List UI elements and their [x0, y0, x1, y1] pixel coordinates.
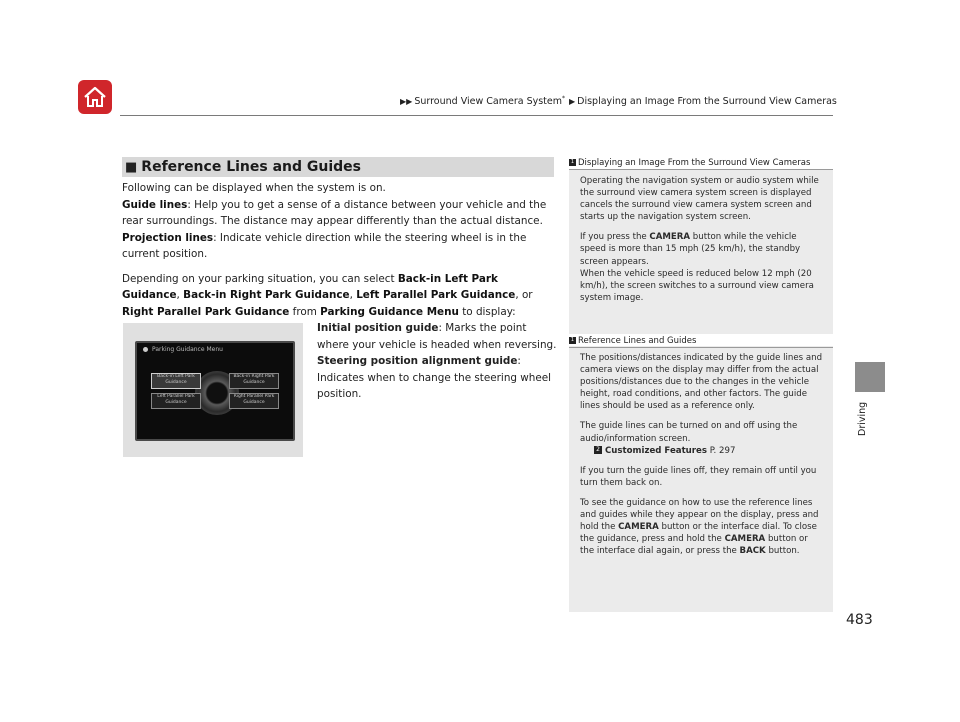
back-button-label: BACK: [739, 546, 766, 557]
text: button or the interface dial. To close the guidance, press and hold the: [580, 522, 817, 545]
separator: , or: [515, 289, 533, 301]
text: button while the vehicle speed is more than 15 mph (25 km/h), the standby screen appears.: [580, 232, 801, 267]
note2-divider: [569, 347, 833, 348]
from-text: from: [289, 305, 321, 318]
note1-body: [580, 175, 824, 304]
breadcrumb-item-displaying[interactable]: Displaying an Image From the Surround View Cameras: [577, 96, 837, 108]
double-chevron-icon: ▶▶: [400, 97, 413, 107]
note1-heading: [569, 158, 810, 168]
text: To see the guidance on how to use the reference lines and guides while they appear on the display, press and hold the: [580, 497, 819, 533]
note2-title: Reference Lines and Guides: [578, 336, 697, 346]
separator: ,: [176, 289, 184, 301]
guide-lines-text: : Help you to get a sense of a distance between your vehicle and the rear surroundings. The distance may appear differently than the actual distance.: [122, 198, 547, 227]
parking-guidance-paragraph: [122, 271, 557, 321]
option-back-in-right: Back-in Right Park Guidance: [183, 289, 350, 301]
breadcrumb-item-surround-view[interactable]: Surround View Camera System: [414, 96, 562, 108]
separator: ,: [349, 289, 357, 301]
page-number: 483: [846, 612, 873, 628]
square-bullet-icon: ■: [125, 159, 138, 175]
header-divider: [120, 115, 833, 116]
initial-position-term: Initial position guide: [317, 322, 439, 334]
option-left-parallel: Left Parallel Park Guidance: [356, 289, 516, 301]
screen-title: [143, 346, 223, 353]
reference-arrow-icon: 2: [594, 446, 602, 454]
screen-title-text: Parking Guidance Menu: [152, 346, 223, 353]
chapter-tab-label: Driving: [857, 401, 868, 436]
text: If you press the: [580, 232, 650, 243]
option-back-in-left: Back-in Left Park Guidance: [122, 272, 498, 301]
projection-lines-term: Projection lines: [122, 231, 214, 244]
guide-lines-paragraph: [122, 197, 557, 230]
section-title: Reference Lines and Guides: [141, 159, 361, 175]
projection-lines-paragraph: [122, 230, 557, 263]
cross-reference-title[interactable]: Customized Features: [605, 445, 707, 456]
display-screen: [135, 341, 295, 441]
note1-paragraph-2: [580, 231, 824, 267]
parking-prefix: Depending on your parking situation, you can select: [122, 272, 398, 285]
text: button.: [765, 546, 800, 557]
note1-divider: [569, 169, 833, 170]
note1-paragraph-3: When the vehicle speed is reduced below 12 mph (20 km/h), the screen switches to a surround view camera system image.: [580, 268, 814, 303]
guide-lines-term: Guide lines: [122, 198, 188, 211]
cross-reference-page: P. 297: [706, 445, 736, 456]
to-display-text: to display:: [458, 305, 516, 318]
house-glyph: [83, 86, 107, 108]
parking-guidance-menu-figure: [123, 323, 303, 457]
section-body: [122, 180, 557, 320]
menu-dot-icon: [143, 347, 148, 352]
screen-option-back-in-left: Back-in Left Park Guidance: [151, 373, 201, 389]
camera-button-label: CAMERA: [649, 232, 691, 243]
section-heading: [122, 157, 554, 177]
menu-name: Parking Guidance Menu: [320, 305, 459, 318]
steering-alignment-text: : Indicates when to change the steering wheel position.: [317, 355, 552, 400]
note2-paragraph-4: [580, 497, 824, 557]
note1-title: Displaying an Image From the Surround View Cameras: [578, 158, 811, 168]
camera-button-label: CAMERA: [618, 522, 659, 533]
option-right-parallel: Right Parallel Park Guidance: [122, 305, 290, 318]
chevron-icon: ▶: [569, 97, 576, 107]
note1-paragraph-1: Operating the navigation system or audio system while the surround view camera system screen is displayed cancels the surround view camera system screen and starts up the navigation system screen.: [580, 176, 819, 223]
chapter-tab-marker[interactable]: [855, 362, 885, 392]
screen-option-right-parallel: Right Parallel Park Guidance: [229, 393, 279, 409]
note-marker-icon: 1: [570, 159, 575, 165]
projection-lines-text: : Indicate vehicle direction while the steering wheel is in the current position.: [122, 231, 527, 260]
breadcrumb: [400, 95, 837, 107]
text: button or the interface dial again, or press the: [580, 534, 808, 557]
note2-paragraph-1: The positions/distances indicated by the guide lines and camera views on the display may differ from the actual positions/distances due to the changes in the vehicle height, road conditions, and other factors. The guide lines should be used as a reference only.: [580, 353, 823, 412]
camera-button-label: CAMERA: [724, 534, 766, 545]
note2-heading: [569, 336, 696, 346]
note2-body: [580, 352, 824, 557]
screen-option-back-in-right: Back-in Right Park Guidance: [229, 373, 279, 389]
initial-position-paragraph: [317, 320, 557, 353]
note-marker-icon: 1: [570, 337, 575, 343]
steering-alignment-paragraph: [317, 353, 557, 403]
note2-paragraph-2: The guide lines can be turned on and off using the audio/information screen.: [580, 421, 798, 444]
footnote-mark: *: [562, 95, 565, 102]
home-icon[interactable]: [78, 80, 112, 114]
figure-description: [317, 320, 557, 403]
screen-option-left-parallel: Left Parallel Park Guidance: [151, 393, 201, 409]
steering-alignment-term: Steering position alignment guide: [317, 355, 518, 367]
initial-position-text: : Marks the point where your vehicle is headed when reversing.: [317, 322, 557, 351]
intro-text: Following can be displayed when the system is on.: [122, 182, 386, 194]
note2-paragraph-3: If you turn the guide lines off, they remain off until you turn them back on.: [580, 465, 817, 488]
cross-reference[interactable]: [580, 445, 824, 457]
